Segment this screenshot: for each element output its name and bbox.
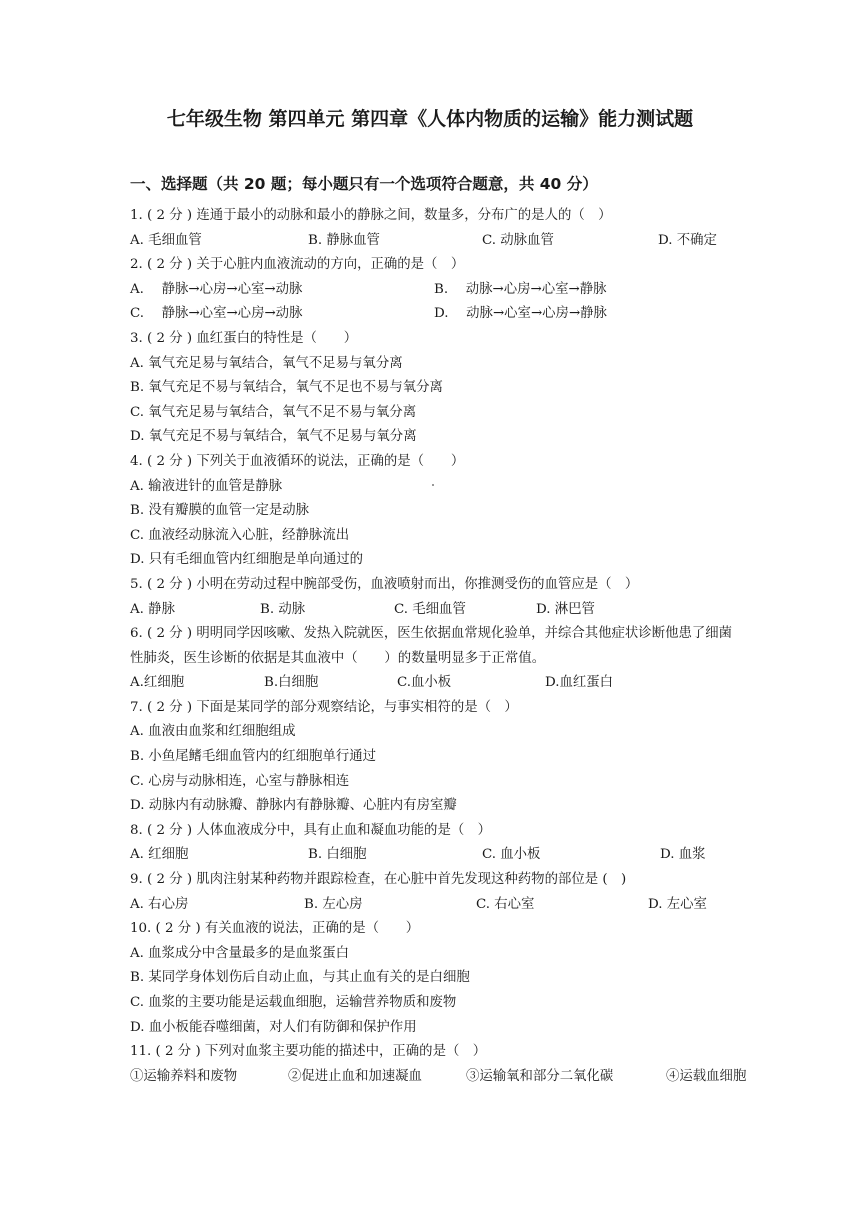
question-stem: 4. ( 2 分 ) 下列关于血液循环的说法，正确的是（ ） [130,453,465,469]
option-b: B. 没有瓣膜的血管一定是动脉 [130,503,310,519]
option-d: D. 淋巴管 [536,601,595,617]
option-4: ④运载血细胞 [666,1068,747,1084]
section-heading: 一、选择题（共 20 题；每小题只有一个选项符合题意，共 40 分） [130,175,598,193]
option-c: C. 静脉→心室→心房→动脉 [130,306,303,322]
option-1: ①运输养料和废物 [130,1068,238,1084]
option-a: A. 血浆成分中含量最多的是血浆蛋白 [130,945,350,961]
option-a: A. 氧气充足易与氧结合，氧气不足易与氧分离 [130,355,403,371]
option-row [130,598,735,623]
option-c: C. 右心室 [476,896,535,912]
option-d: D. 氧气充足不易与氧结合，氧气不足易与氧分离 [130,429,417,445]
option-b: B. 白细胞 [308,847,367,863]
option-c: C. 血液经动脉流入心脏，经静脉流出 [130,527,350,543]
option-b: B. 动脉 [260,601,306,617]
option-a: A. 输液进针的血管是静脉 [130,478,283,494]
option-c: C. 毛细血管 [394,601,466,617]
option-row [130,893,735,918]
question-stem: 8. ( 2 分 ) 人体血液成分中，具有止血和凝血功能的是（ ） [130,822,492,838]
option-c: C. 动脉血管 [482,232,554,248]
option-c: C. 心房与动脉相连，心室与静脉相连 [130,773,350,789]
option-b: B.白细胞 [264,675,319,691]
question-stem: 10. ( 2 分 ) 有关血液的说法，正确的是（ ） [130,921,420,937]
option-d: D. 血小板能吞噬细菌，对人们有防御和保护作用 [130,1019,417,1035]
option-a: A.红细胞 [130,675,185,691]
option-b: B. 左心房 [304,896,363,912]
option-b: B. 某同学身体划伤后自动止血，与其止血有关的是白细胞 [130,970,470,986]
option-d: D. 左心室 [648,896,707,912]
option-b: B. 小鱼尾鳍毛细血管内的红细胞单行通过 [130,749,376,765]
option-row [130,302,735,327]
question-stem: 1. ( 2 分 ) 连通于最小的动脉和最小的静脉之间，数量多，分布广的是人的（ ） [130,208,612,223]
option-row [130,278,735,303]
question-stem: 3. ( 2 分 ) 血红蛋白的特性是（ ） [130,330,358,346]
option-d: D. 动脉内有动脉瓣、静脉内有静脉瓣、心脏内有房室瓣 [130,798,457,814]
option-2: ②促进止血和加速凝血 [288,1068,422,1084]
option-a: A. 毛细血管 [130,232,202,248]
option-3: ③运输氧和部分二氧化碳 [466,1068,614,1084]
option-c: C. 血小板 [482,847,541,863]
option-row [130,671,735,696]
option-row [130,843,735,868]
option-a: A. 静脉→心房→心室→动脉 [130,281,303,297]
option-a: A. 右心房 [130,896,189,912]
option-c: C.血小板 [397,675,452,691]
option-row [130,1065,747,1090]
option-d: D. 血浆 [660,847,706,863]
option-c: C. 氧气充足易与氧结合，氧气不足不易与氧分离 [130,404,417,420]
option-d: D. 动脉→心室→心房→静脉 [434,306,607,322]
option-row [130,229,735,254]
option-b: B. 氧气充足不易与氧结合，氧气不足也不易与氧分离 [130,380,443,396]
question-stem: 5. ( 2 分 ) 小明在劳动过程中腕部受伤，血液喷射而出，你推测受伤的血管应是（ ） [130,576,639,592]
question-stem: 7. ( 2 分 ) 下面是某同学的部分观察结论，与事实相符的是（ ） [130,699,518,715]
option-a: A. 红细胞 [130,847,189,863]
question-stem: 11. ( 2 分 ) 下列对血浆主要功能的描述中，正确的是（ ） [130,1044,487,1060]
option-b: B. 动脉→心房→心室→静脉 [434,281,607,297]
option-d: D. 不确定 [658,232,717,248]
question-stem: 6. ( 2 分 ) 明明同学因咳嗽、发热入院就医，医生依据血常规化验单，并综合其他症状诊断他患了细菌性肺炎，医生诊断的依据是其血液中（ ）的数量明显多于正常值。 [130,626,733,666]
option-d: D.血红蛋白 [545,675,614,691]
question-stem: 9. ( 2 分 ) 肌肉注射某种药物并跟踪检查，在心脏中首先发现这种药物的部位是 ( ) [130,872,627,888]
question-list [130,204,747,1089]
option-a: A. 血液由血浆和红细胞组成 [130,724,296,740]
option-c: C. 血浆的主要功能是运载血细胞，运输营养物质和废物 [130,995,457,1010]
option-b: B. 静脉血管 [308,232,380,248]
document-title: 七年级生物 第四单元 第四章《人体内物质的运输》能力测试题 [166,108,694,130]
option-a: A. 静脉 [130,601,175,617]
question-stem: 2. ( 2 分 ) 关于心脏内血液流动的方向，正确的是（ ） [130,257,465,273]
option-d: D. 只有毛细血管内红细胞是单向通过的 [130,552,364,568]
